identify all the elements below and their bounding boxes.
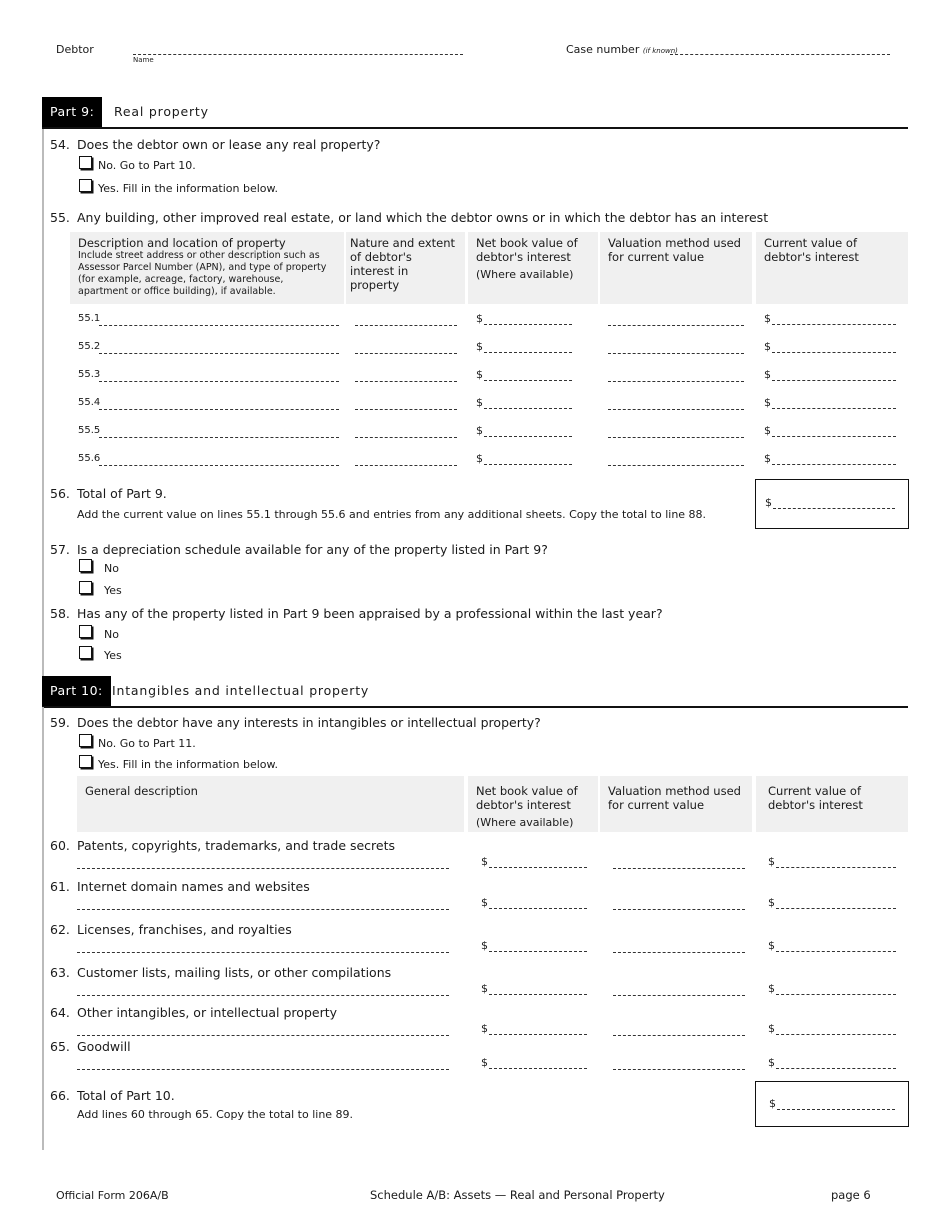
q54-no-checkbox[interactable]: [79, 156, 92, 169]
p9-row-label: 55.2: [78, 341, 101, 352]
blank-line: [489, 898, 587, 909]
currency-symbol: $: [768, 1056, 775, 1069]
p9-row-description-field[interactable]: [99, 424, 339, 438]
currency-symbol: $: [476, 368, 483, 381]
currency-symbol: $: [764, 312, 771, 325]
p10-item-number: 62.: [50, 922, 70, 937]
p10-col-netbook-header: [468, 776, 598, 832]
p9-row-netbook-field[interactable]: [476, 396, 572, 409]
p10-item-description-field[interactable]: [77, 855, 449, 869]
blank-line: [772, 426, 896, 437]
p10-item-netbook-field[interactable]: [481, 939, 587, 952]
part10-tag: Part 10:: [42, 676, 111, 706]
p9-row-nature-field[interactable]: [355, 424, 457, 438]
p9-row-current-field[interactable]: [764, 424, 896, 437]
part9-tag: Part 9:: [42, 97, 102, 127]
q66-text: Total of Part 10.: [77, 1088, 175, 1103]
q57-no-checkbox[interactable]: [79, 559, 92, 572]
p10-col-netbook-sub: (Where available): [476, 816, 574, 829]
p10-item-netbook-field[interactable]: [481, 855, 587, 868]
p10-item-text: Licenses, franchises, and royalties: [77, 922, 292, 937]
blank-line: [489, 984, 587, 995]
blank-line: [489, 1058, 587, 1069]
p9-row-netbook-field[interactable]: [476, 312, 572, 325]
q56-sub: Add the current value on lines 55.1 through 55.6 and entries from any additional sheets. Copy the total to line 88.: [77, 508, 707, 521]
p10-col-current-header: Current value of debtor's interest: [756, 776, 908, 832]
q54-number: 54.: [50, 137, 70, 152]
p10-item-current-field[interactable]: [768, 939, 896, 952]
p9-row-description-field[interactable]: [99, 396, 339, 410]
currency-symbol: $: [764, 340, 771, 353]
case-number-label: Case number (if known): [566, 43, 678, 56]
q66-sub: Add lines 60 through 65. Copy the total to line 89.: [77, 1108, 354, 1121]
p10-item-netbook-field[interactable]: [481, 1022, 587, 1035]
p10-col-valuation-header: Valuation method used for current value: [600, 776, 752, 832]
p10-item-number: 60.: [50, 838, 70, 853]
p10-col-description-header: General description: [77, 776, 464, 832]
part9-total-box[interactable]: [755, 479, 909, 529]
blank-line: [489, 857, 587, 868]
blank-line: [489, 1024, 587, 1035]
q57-text: Is a depreciation schedule available for any of the property listed in Part 9?: [77, 542, 548, 557]
p9-col-netbook-header: [468, 232, 598, 304]
q57-yes-label: Yes: [104, 584, 122, 597]
p10-item-text: Other intangibles, or intellectual property: [77, 1005, 338, 1020]
p9-row-label: 55.6: [78, 453, 101, 464]
q54-text: Does the debtor own or lease any real property?: [77, 137, 381, 152]
p10-item-valuation-field[interactable]: [613, 896, 745, 910]
blank-line: [772, 398, 896, 409]
q59-yes-checkbox[interactable]: [79, 755, 92, 768]
p9-col-netbook-title: Net book value of debtor's interest: [476, 236, 578, 264]
p10-item-valuation-field[interactable]: [613, 1022, 745, 1036]
name-caption: Name: [133, 56, 154, 64]
p9-row-current-field[interactable]: [764, 312, 896, 325]
case-number-field[interactable]: [670, 41, 890, 55]
part9-title: Real property: [114, 104, 209, 119]
p9-row-valuation-field[interactable]: [608, 340, 744, 354]
p10-item-text: Patents, copyrights, trademarks, and trade secrets: [77, 838, 396, 853]
currency-symbol: $: [481, 939, 488, 952]
p10-item-number: 64.: [50, 1005, 70, 1020]
q58-number: 58.: [50, 606, 70, 621]
footer-page: page 6: [831, 1188, 871, 1202]
p10-item-text: Customer lists, mailing lists, or other compilations: [77, 965, 392, 980]
p10-item-number: 63.: [50, 965, 70, 980]
q54-yes-label: Yes. Fill in the information below.: [98, 182, 279, 195]
currency-symbol: $: [481, 1056, 488, 1069]
p10-item-number: 61.: [50, 879, 70, 894]
p9-row-nature-field[interactable]: [355, 340, 457, 354]
p9-col-nature-header: Nature and extent of debtor's interest in property: [346, 232, 465, 304]
p9-row-nature-field[interactable]: [355, 396, 457, 410]
q59-no-label: No. Go to Part 11.: [98, 737, 196, 750]
p9-row-current-field[interactable]: [764, 396, 896, 409]
p10-item-description-field[interactable]: [77, 982, 449, 996]
p10-item-description-field[interactable]: [77, 1022, 449, 1036]
p9-row-netbook-field[interactable]: [476, 452, 572, 465]
p9-row-valuation-field[interactable]: [608, 424, 744, 438]
q66-number: 66.: [50, 1088, 70, 1103]
q56-number: 56.: [50, 486, 70, 501]
p10-col-netbook-title: Net book value of debtor's interest: [476, 784, 578, 812]
p9-col-valuation-header: Valuation method used for current value: [600, 232, 752, 304]
p10-item-netbook-field[interactable]: [481, 1056, 587, 1069]
p9-row-description-field[interactable]: [99, 452, 339, 466]
blank-line: [484, 370, 572, 381]
p10-item-valuation-field[interactable]: [613, 982, 745, 996]
p9-col-current-header: Current value of debtor's interest: [756, 232, 908, 304]
q57-number: 57.: [50, 542, 70, 557]
p9-row-label: 55.1: [78, 313, 101, 324]
part10-title: Intangibles and intellectual property: [112, 683, 370, 698]
p9-row-nature-field[interactable]: [355, 312, 457, 326]
p9-row-description-field[interactable]: [99, 368, 339, 382]
currency-symbol: $: [481, 896, 488, 909]
p9-row-current-field[interactable]: [764, 340, 896, 353]
p9-row-current-field[interactable]: [764, 452, 896, 465]
footer-form: Official Form 206A/B: [56, 1189, 169, 1202]
currency-symbol: $: [476, 312, 483, 325]
currency-symbol: $: [481, 855, 488, 868]
p10-item-text: Goodwill: [77, 1039, 131, 1054]
p10-item-text: Internet domain names and websites: [77, 879, 310, 894]
currency-symbol: $: [768, 855, 775, 868]
q58-no-checkbox[interactable]: [79, 625, 92, 638]
p9-row-label: 55.5: [78, 425, 101, 436]
p9-col-description-header: [70, 232, 344, 304]
currency-symbol: $: [764, 368, 771, 381]
p9-row-valuation-field[interactable]: [608, 396, 744, 410]
part10-total-box[interactable]: [755, 1081, 909, 1127]
p10-item-current-field[interactable]: [768, 1056, 896, 1069]
part10-frame: [42, 707, 44, 1150]
p9-row-netbook-field[interactable]: [476, 424, 572, 437]
p10-item-description-field[interactable]: [77, 1056, 449, 1070]
q59-number: 59.: [50, 715, 70, 730]
q57-no-label: No: [104, 562, 119, 575]
blank-line: [484, 342, 572, 353]
q58-text: Has any of the property listed in Part 9 been appraised by a professional within the last year?: [77, 606, 663, 621]
debtor-name-field[interactable]: [133, 41, 463, 55]
p9-row-label: 55.3: [78, 369, 101, 380]
p9-row-nature-field[interactable]: [355, 452, 457, 466]
p10-item-description-field[interactable]: [77, 896, 449, 910]
q54-no-label: No. Go to Part 10.: [98, 159, 196, 172]
p9-row-valuation-field[interactable]: [608, 452, 744, 466]
part10-header: [42, 676, 908, 708]
q56-text: Total of Part 9.: [77, 486, 167, 501]
q59-text: Does the debtor have any interests in intangibles or intellectual property?: [77, 715, 541, 730]
part9-header: [42, 97, 908, 129]
p9-row-description-field[interactable]: [99, 312, 339, 326]
p9-row-description-field[interactable]: [99, 340, 339, 354]
q59-no-checkbox[interactable]: [79, 734, 92, 747]
p10-item-description-field[interactable]: [77, 939, 449, 953]
blank-line: [776, 941, 896, 952]
p10-item-valuation-field[interactable]: [613, 939, 745, 953]
p9-row-label: 55.4: [78, 397, 101, 408]
q55-number: 55.: [50, 210, 70, 225]
p10-item-valuation-field[interactable]: [613, 855, 745, 869]
q54-yes-checkbox[interactable]: [79, 179, 92, 192]
p9-row-valuation-field[interactable]: [608, 312, 744, 326]
p9-col-netbook-sub: (Where available): [476, 268, 574, 281]
p9-col-description-title: Description and location of property: [78, 236, 286, 250]
p9-row-netbook-field[interactable]: [476, 368, 572, 381]
p10-item-current-field[interactable]: [768, 1022, 896, 1035]
blank-line: [489, 941, 587, 952]
blank-line: [776, 1058, 896, 1069]
blank-line: [772, 342, 896, 353]
currency-symbol: $: [764, 452, 771, 465]
p9-row-current-field[interactable]: [764, 368, 896, 381]
p10-item-current-field[interactable]: [768, 896, 896, 909]
p9-col-description-sub: Include street address or other description such as Assessor Parcel Number (APN), and type of property (for example, acreage, factory, warehouse, apartment or office building), if available.: [78, 250, 327, 297]
currency-symbol: $: [769, 1097, 776, 1110]
q59-yes-label: Yes. Fill in the information below.: [98, 758, 279, 771]
currency-symbol: $: [768, 896, 775, 909]
currency-symbol: $: [481, 982, 488, 995]
currency-symbol: $: [765, 496, 772, 509]
p10-item-valuation-field[interactable]: [613, 1056, 745, 1070]
blank-line: [484, 454, 572, 465]
blank-line: [484, 426, 572, 437]
currency-symbol: $: [768, 939, 775, 952]
blank-line: [772, 314, 896, 325]
blank-line: [776, 857, 896, 868]
currency-symbol: $: [764, 424, 771, 437]
blank-line: [772, 370, 896, 381]
p9-row-nature-field[interactable]: [355, 368, 457, 382]
currency-symbol: $: [764, 396, 771, 409]
p10-item-netbook-field[interactable]: [481, 982, 587, 995]
p10-item-number: 65.: [50, 1039, 70, 1054]
currency-symbol: $: [476, 424, 483, 437]
p10-item-current-field[interactable]: [768, 982, 896, 995]
part9-frame: [42, 128, 44, 678]
currency-symbol: $: [768, 1022, 775, 1035]
p10-item-current-field[interactable]: [768, 855, 896, 868]
p9-row-valuation-field[interactable]: [608, 368, 744, 382]
blank-line: [776, 898, 896, 909]
blank-line: [776, 1024, 896, 1035]
currency-symbol: $: [476, 452, 483, 465]
q55-text: Any building, other improved real estate, or land which the debtor owns or in which the debtor has an interest: [77, 210, 769, 225]
q57-yes-checkbox[interactable]: [79, 581, 92, 594]
debtor-label: Debtor: [56, 43, 94, 56]
p10-item-netbook-field[interactable]: [481, 896, 587, 909]
blank-line: [484, 314, 572, 325]
currency-symbol: $: [768, 982, 775, 995]
currency-symbol: $: [476, 396, 483, 409]
blank-line: [484, 398, 572, 409]
currency-symbol: $: [481, 1022, 488, 1035]
p9-row-netbook-field[interactable]: [476, 340, 572, 353]
blank-line: [772, 454, 896, 465]
q58-yes-checkbox[interactable]: [79, 646, 92, 659]
q58-yes-label: Yes: [104, 649, 122, 662]
blank-line: [776, 984, 896, 995]
footer-title: Schedule A/B: Assets — Real and Personal Property: [370, 1188, 665, 1202]
q58-no-label: No: [104, 628, 119, 641]
currency-symbol: $: [476, 340, 483, 353]
